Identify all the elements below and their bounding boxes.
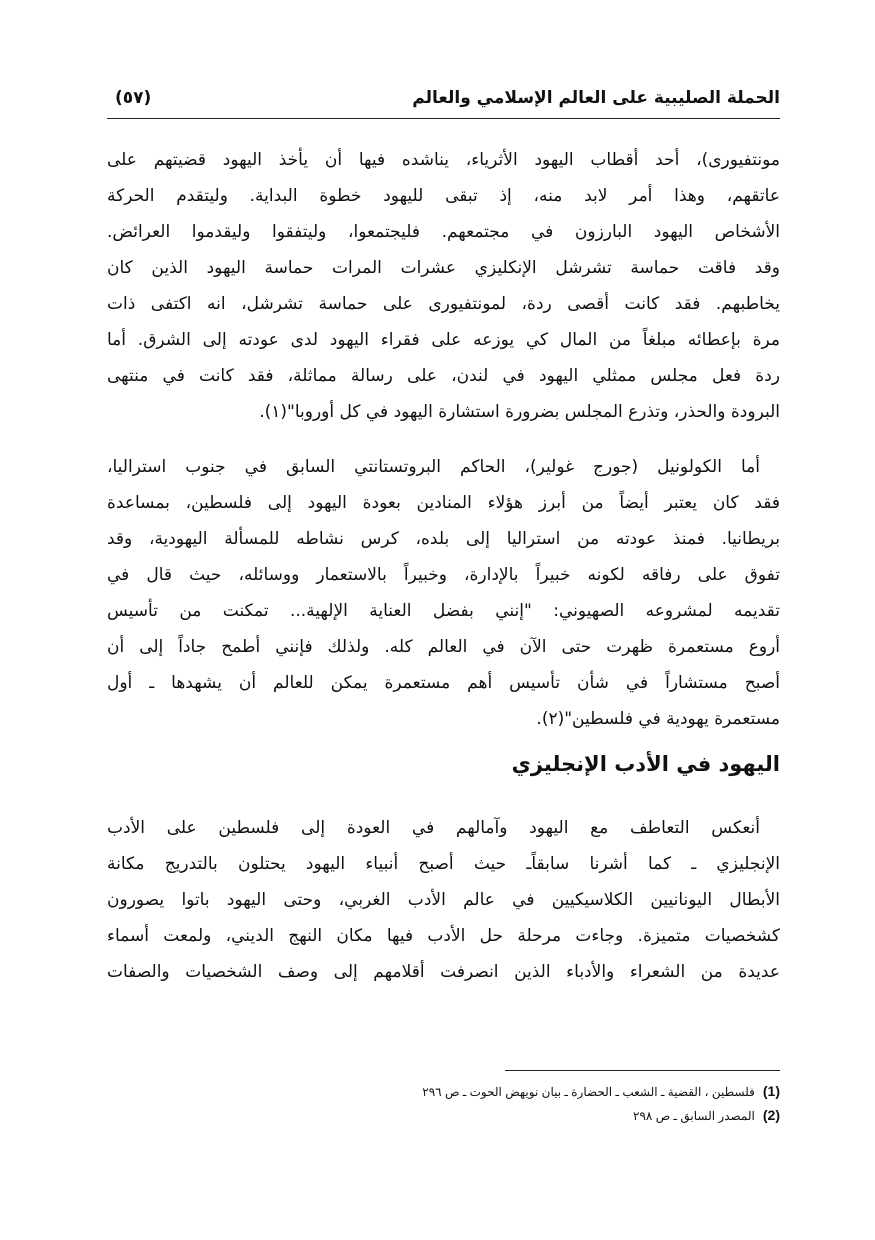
text-line: الإنجليزي ـ كما أشرنا سابقاًـ حيث أصبح أنبياء اليهود يحتلون بالتدريج مكانة	[107, 854, 780, 874]
text-line: تفوق على رفاقه لكونه خبيراً بالإدارة، وخبيراً بالاستعمار ووسائله، حيث قال في	[107, 565, 780, 585]
paragraph-1	[107, 142, 780, 430]
paragraph-2-cont	[107, 485, 780, 737]
text-line: أنعكس التعاطف مع اليهود وآمالهم في العودة إلى فلسطين على الأدب	[107, 818, 760, 838]
text-line: أصبح مستشاراً في شأن تأسيس أهم مستعمرة يمكن للعالم أن يشهدها ـ أول	[107, 673, 780, 693]
footnote-2	[633, 1107, 780, 1123]
footnote-marker: (2)	[762, 1107, 780, 1123]
text-line: عاتقهم، وهذا أمر لابد منه، إذ تبقى لليهود خطوة البداية. وليتقدم الحركة	[107, 186, 780, 206]
paragraph-3	[107, 810, 760, 846]
text-line: عديدة من الشعراء والأدباء الذين انصرفت أقلامهم إلى وصف الشخصيات والصفات	[107, 962, 780, 982]
footnote-1	[422, 1083, 780, 1099]
text-line: الأبطال اليونانيين الكلاسيكيين في عالم الأدب الغربي، وحتى اليهود باتوا يصورون	[107, 890, 780, 910]
text-line: مرة بإعطائه مبلغاً من المال كي يوزعه على فقراء اليهود لدى عودته إلى الشرق. أما	[107, 330, 780, 350]
text-line: يخاطبهم. فقد كانت أقصى ردة، لمونتفيورى على حماسة تشرشل، انه اكتفى ذات	[107, 294, 780, 314]
book-title: الحملة الصليبية على العالم الإسلامي والعالم	[412, 88, 780, 108]
footnote-marker: (1)	[762, 1083, 780, 1099]
section-heading: اليهود في الأدب الإنجليزي	[511, 752, 780, 776]
text-line: مستعمرة يهودية في فلسطين"(٢).	[536, 709, 780, 729]
footnote-divider	[505, 1070, 780, 1071]
text-line: ردة فعل مجلس ممثلي اليهود في لندن، على رسالة مماثلة، فقد كانت في منتهى	[107, 366, 780, 386]
text-line: فقد كان يعتبر أيضاً من أبرز هؤلاء المنادين بعودة اليهود إلى فلسطين، بمساعدة	[107, 493, 780, 513]
text-line: أما الكولونيل (جورج غولير)، الحاكم البروتستانتي السابق في جنوب استراليا،	[107, 457, 760, 477]
footnote-text: فلسطين ، القضية ـ الشعب ـ الحضارة ـ بيان نويهض الحوت ـ ص ٢٩٦	[422, 1085, 755, 1099]
text-line: مونتفيورى)، أحد أقطاب اليهود الأثرياء، يناشده فيها أن يأخذ اليهود قضيتهم على	[107, 150, 780, 170]
text-line: الأشخاص اليهود البارزون في مجتمعهم. فليجتمعوا، وليتفقوا وليقدموا العرائض.	[107, 222, 780, 242]
text-line: كشخصيات متميزة. وجاءت مرحلة حل الأدب فيها مكان النهج الديني، ولمعت أسماء	[107, 926, 780, 946]
paragraph-3-cont	[107, 846, 780, 990]
text-line: أروع مستعمرة ظهرت حتى الآن في العالم كله. ولذلك فإنني أطمح جاداً إلى أن	[107, 637, 780, 657]
text-line: البرودة والحذر، وتذرع المجلس بضرورة استشارة اليهود في كل أوروبا"(١).	[259, 402, 780, 422]
text-line: بريطانيا. فمنذ عودته من استراليا إلى بلده، كرس نشاطه للمسألة اليهودية، وقد	[107, 529, 780, 549]
running-header	[107, 86, 780, 119]
page-number: (٥٧)	[115, 88, 152, 108]
footnote-text: المصدر السابق ـ ص ٢٩٨	[633, 1109, 755, 1123]
text-line: وقد فاقت حماسة تشرشل الإنكليزي عشرات المرات حماسة اليهود الذين كان	[107, 258, 780, 278]
paragraph-2	[107, 449, 760, 485]
text-line: تقديمه لمشروعه الصهيوني: "إنني بفضل العناية الإلهية... تمكنت من تأسيس	[107, 601, 780, 621]
